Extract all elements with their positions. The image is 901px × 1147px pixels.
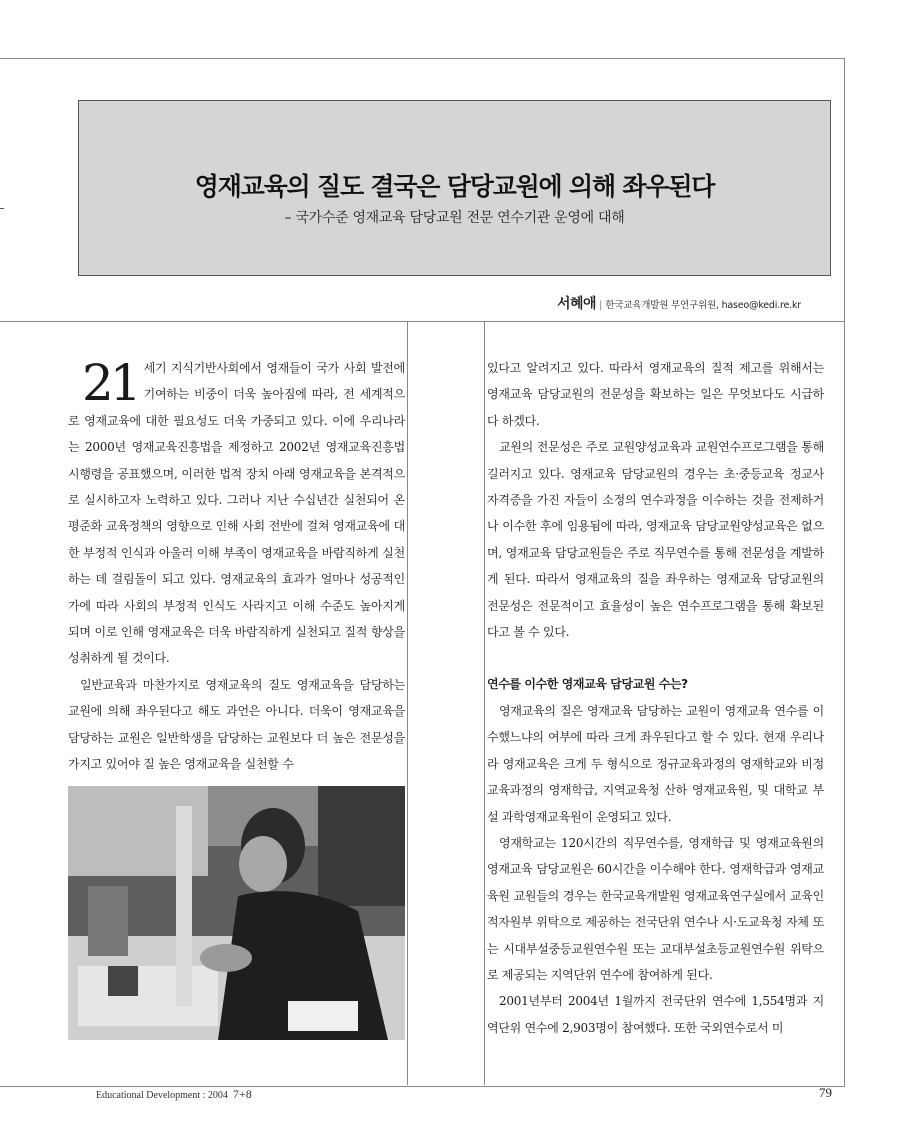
- left-column: [68, 355, 405, 778]
- paragraph-text: 세기 지식기반사회에서 영재들이 국가 사회 발전에 기여하는 비중이 더욱 높아짐에 따라, 전 세계적으로 영재교육에 대한 필요성도 더욱 가중되고 있다. 이에 우리나라는 2000년 영재교육진흥법을 제정하고 2002년 영재교육진흥법시행령을 공표했으며, 이러한 법적 장치 아래 영재교육을 본격적으로 실시하고자 노력하고 있다. 그러나 지난 수십년간 실천되어 온 평준화 교육정책의 영향으로 인해 사회 전반에 걸쳐 영재교육에 대한 부정적 인식과 아울러 이해 부족이 영재교육을 바람직하게 실천하는 데 걸림돌이 되고 있다. 영재교육의 효과가 얼마나 성공적인가에 따라 사회의 부정적 인식도 사라지고 이해 수준도 높아지게 되며 이로 인해 영재교육은 더욱 바람직하게 실천되고 질적 향상을 성취하게 될 것이다.: [68, 361, 405, 666]
- journal-name: Educational Development : 2004: [96, 1090, 228, 1101]
- paragraph: 교원의 전문성은 주로 교원양성교육과 교원연수프로그램을 통해 길러지고 있다. 영재교육 담당교원의 경우는 초·중등교육 정교사 자격증을 가진 자들이 소정의 연수과정을 이수하는 것을 전제하거나 이수한 후에 임용됨에 따라, 영재교육 담당교원양성교육은 없으며, 영재교육 담당교원들은 주로 직무연수를 통해 전문성을 계발하게 된다. 따라서 영재교육의 질을 좌우하는 영재교육 담당교원의 전문성은 전문적이고 효율성이 높은 연수프로그램을 통해 확보된다고 볼 수 있다.: [487, 440, 824, 640]
- article-title: 영재교육의 질도 결국은 담당교원에 의해 좌우된다: [194, 172, 715, 201]
- byline: [557, 293, 801, 313]
- byline-separator: |: [599, 300, 603, 311]
- article-subtitle: – 국가수준 영재교육 담당교원 전문 연수기관 운영에 대해: [284, 210, 625, 226]
- right-column: [487, 355, 824, 1041]
- author-affiliation: 한국교육개발원 부연구위원, haseo@kedi.re.kr: [605, 300, 801, 311]
- paragraph: 있다고 알려지고 있다. 따라서 영재교육의 질적 제고를 위해서는 영재교육 담당교원의 전문성을 확보하는 일은 무엇보다도 시급하다 하겠다.: [487, 361, 824, 428]
- paragraph: 일반교육과 마찬가지로 영재교육의 질도 영재교육을 담당하는 교원에 의해 좌우된다고 해도 과언은 아니다. 더욱이 영재교육을 담당하는 교원은 일반학생을 담당하는 교원보다 더 높은 전문성을 가지고 있어야 질 높은 영재교육을 실천할 수: [68, 677, 405, 772]
- column-divider-right: [484, 321, 485, 1085]
- crop-mark: [0, 208, 4, 209]
- article-photo: [68, 786, 405, 1040]
- header-rule: [0, 321, 844, 322]
- photo-teacher-workshop-icon: [68, 786, 405, 1040]
- paragraph: 2001년부터 2004년 1월까지 전국단위 연수에 1,554명과 지역단위 연수에 2,903명이 참여했다. 또한 국외연수로서 미: [487, 994, 824, 1035]
- section-heading: 연수를 이수한 영재교육 담당교원 수는?: [487, 677, 688, 692]
- paragraph: [68, 355, 405, 672]
- page-number: 79: [819, 1085, 832, 1100]
- footer-journal: [96, 1087, 252, 1102]
- paragraph: 영재교육의 질은 영재교육 담당하는 교원이 영재교육 연수를 이수했느냐의 여부에 따라 크게 좌우된다고 할 수 있다. 현재 우리나라 영재교육은 크게 두 형식으로 정규교육과정의 영재학교와 비정교육과정의 영재학급, 지역교육청 산하 영재교육원, 및 대학교 부설 과학영재교육원이 운영되고 있다.: [487, 703, 824, 824]
- title-box: [78, 100, 831, 276]
- issue-number: 7+8: [232, 1087, 252, 1101]
- drop-cap: 21: [82, 354, 138, 412]
- author-name: 서혜애: [556, 296, 597, 312]
- paragraph: 영재학교는 120시간의 직무연수를, 영재학급 및 영재교육원의 영재교육 담당교원은 60시간을 이수해야 한다. 영재학급과 영재교육원 교원들의 경우는 한국교육개발원 영재교육연구실에서 교육인적자원부 위탁으로 제공하는 전국단위 연수나 시·도교육청 자체 또는 시대부설중등교원연수원 또는 교대부설초등교원연수원 위탁으로 제공되는 지역단위 연수에 참여하게 된다.: [487, 835, 824, 982]
- column-divider-left: [407, 321, 408, 1085]
